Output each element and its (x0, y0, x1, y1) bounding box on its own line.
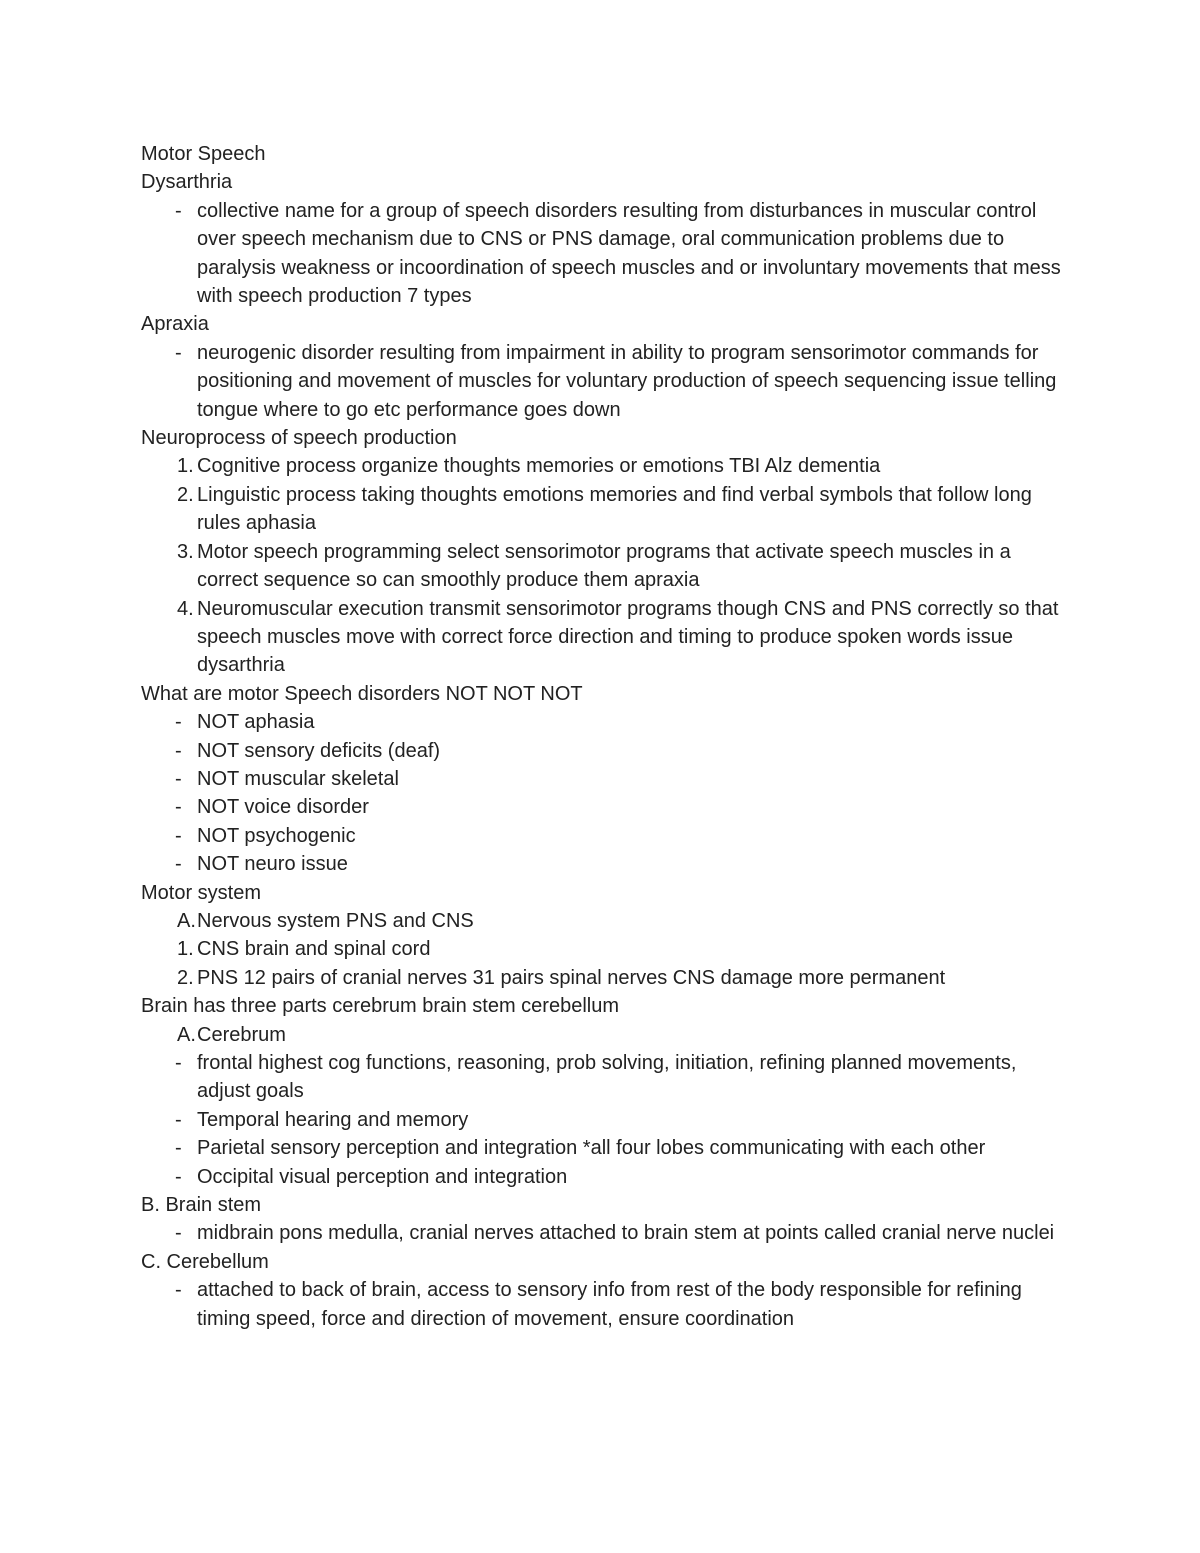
list-item (141, 907, 1071, 935)
section-heading: Brain has three parts cerebrum brain stem cerebellum (141, 995, 619, 1018)
list-item-text: Neuromuscular execution transmit sensorimotor programs though CNS and PNS correctly so that speech muscles move with correct force direction and timing to produce spoken words issue dysarthria (197, 597, 1059, 677)
list-item (141, 1219, 1071, 1247)
list-item (141, 850, 1071, 878)
list-item (141, 765, 1071, 793)
bullet-marker: - (175, 1137, 182, 1160)
bullet-marker: - (175, 1222, 182, 1245)
list-item (141, 708, 1071, 736)
document-body (141, 140, 1071, 1333)
bullet-marker: - (175, 853, 182, 876)
bullet-marker: - (175, 1165, 182, 1188)
bullet-marker: - (175, 767, 182, 790)
section-heading: What are motor Speech disorders NOT NOT NOT (141, 682, 583, 705)
list-number: A. (177, 909, 196, 932)
list-item-text: NOT psychogenic (197, 824, 356, 847)
list-item (141, 1106, 1071, 1134)
list-item-text: Motor speech programming select sensorimotor programs that activate speech muscles in a correct sequence so can smoothly produce them apraxia (197, 540, 1011, 592)
section-heading: Motor system (141, 881, 262, 904)
list-number: 2. (177, 966, 194, 989)
list-item-text: midbrain pons medulla, cranial nerves attached to brain stem at points called cranial nerve nuclei (197, 1222, 1055, 1245)
bullet-marker: - (175, 711, 182, 734)
list-item (141, 1049, 1071, 1106)
list-item-text: NOT sensory deficits (deaf) (197, 739, 441, 762)
list-item-text: NOT neuro issue (197, 853, 348, 876)
list-number: A. (177, 1023, 196, 1046)
list-item (141, 737, 1071, 765)
bullet-marker: - (175, 1052, 182, 1074)
list-item-text: NOT aphasia (197, 711, 315, 734)
list-item (141, 793, 1071, 821)
list-number: 3. (177, 540, 194, 563)
list-item (141, 964, 1071, 992)
document-title: Motor Speech (141, 143, 266, 165)
section-heading: Apraxia (141, 313, 209, 336)
list-item (141, 935, 1071, 963)
list-number: 1. (177, 455, 194, 478)
bullet-marker: - (175, 796, 182, 819)
section-heading: C. Cerebellum (141, 1250, 269, 1273)
bullet-marker: - (175, 199, 182, 222)
list-item-text: Nervous system PNS and CNS (197, 909, 474, 932)
list-number: 2. (177, 483, 194, 506)
section-heading: Neuroprocess of speech production (141, 427, 457, 450)
list-item (141, 339, 1071, 424)
list-item-text: Cognitive process organize thoughts memories or emotions TBI Alz dementia (197, 455, 881, 478)
bullet-marker: - (175, 341, 182, 364)
list-item-text: collective name for a group of speech disorders resulting from disturbances in muscular control over speech mechanism due to CNS or PNS damage, oral communication problems due to paralysis weakness or incoordination of speech muscles and or involuntary movements that mess with speech production 7 types (197, 199, 1061, 308)
list-item-text: Linguistic process taking thoughts emotions memories and find verbal symbols that follow long rules aphasia (197, 483, 1032, 535)
list-item-text: Temporal hearing and memory (197, 1108, 469, 1131)
list-item-text: NOT muscular skeletal (197, 767, 399, 790)
list-item-text: neurogenic disorder resulting from impairment in ability to program sensorimotor commands for positioning and movement of muscles for voluntary production of speech sequencing issue telling tongue where to go etc performance goes down (197, 341, 1057, 421)
list-item (141, 822, 1071, 850)
list-item (141, 452, 1071, 480)
list-item-text: Parietal sensory perception and integration *all four lobes communicating with each other (197, 1137, 986, 1160)
bullet-marker: - (175, 1108, 182, 1131)
list-item (141, 1276, 1071, 1333)
list-item-text: Occipital visual perception and integration (197, 1165, 568, 1188)
section-heading: Dysarthria (141, 171, 233, 194)
list-item-text: PNS 12 pairs of cranial nerves 31 pairs spinal nerves CNS damage more permanent (197, 966, 946, 989)
section-heading: B. Brain stem (141, 1194, 262, 1217)
list-number: 1. (177, 938, 194, 961)
bullet-marker: - (175, 1279, 182, 1302)
list-item (141, 1163, 1071, 1191)
list-item-text: attached to back of brain, access to sensory info from rest of the body responsible for refining timing speed, force and direction of movement, ensure coordination (197, 1279, 1022, 1330)
list-item (141, 595, 1071, 680)
list-number: 4. (177, 597, 194, 620)
list-item (141, 1021, 1071, 1049)
list-item-text: Cerebrum (197, 1023, 286, 1046)
list-item-text: NOT voice disorder (197, 796, 369, 819)
list-item (141, 197, 1071, 311)
list-item-text: CNS brain and spinal cord (197, 938, 431, 961)
bullet-marker: - (175, 824, 182, 847)
list-item-text: frontal highest cog functions, reasoning, prob solving, initiation, refining planned movements, adjust goals (197, 1052, 1017, 1103)
list-item (141, 538, 1071, 595)
list-item (141, 481, 1071, 538)
list-item (141, 1134, 1071, 1162)
bullet-marker: - (175, 739, 182, 762)
